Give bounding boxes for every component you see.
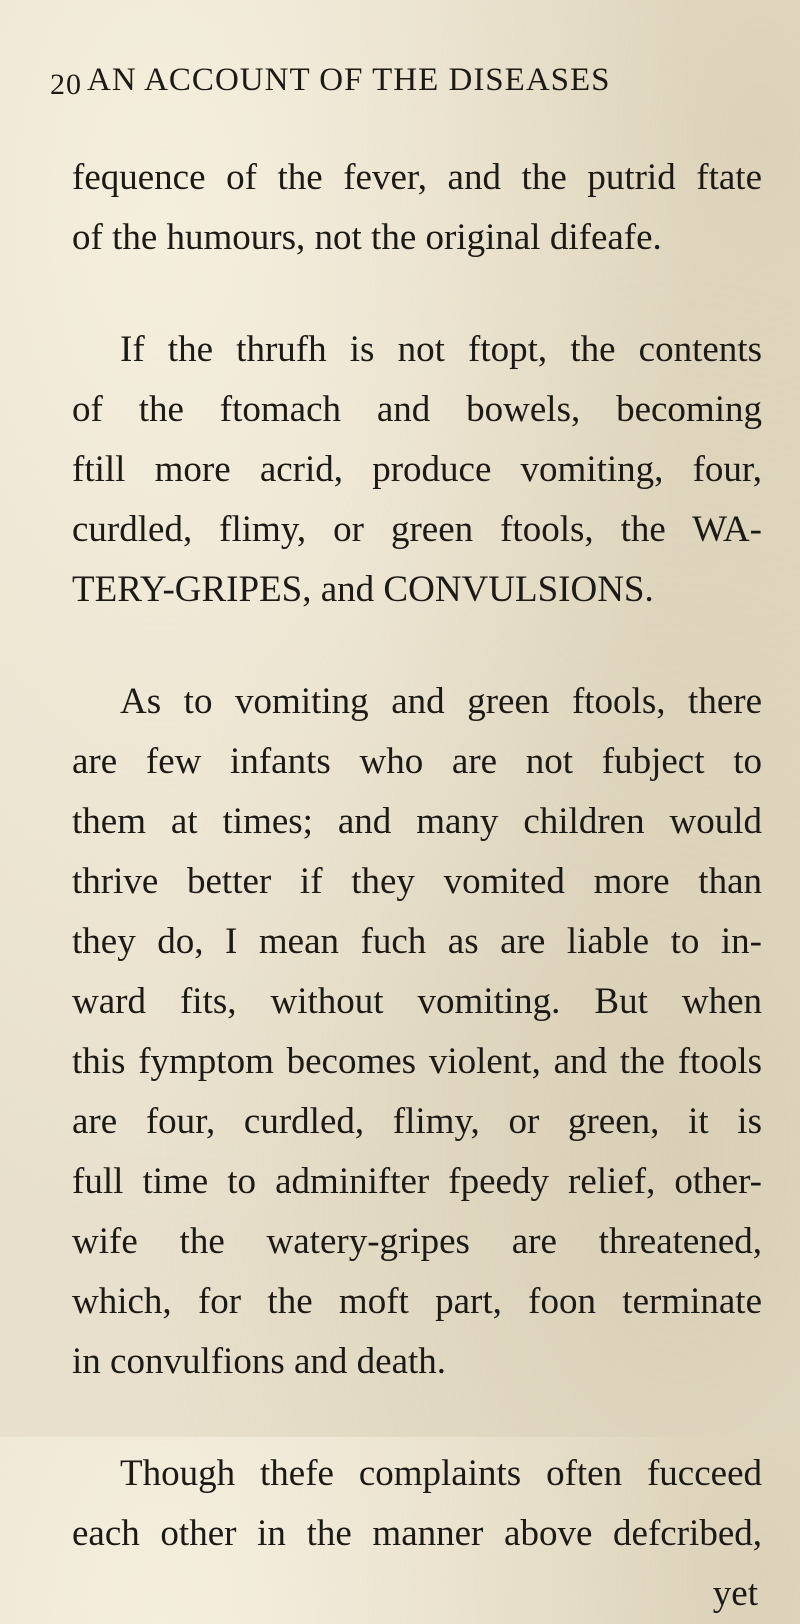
text-line: they do, I mean fuch as are liable to in-	[72, 921, 762, 962]
body-text	[72, 148, 762, 1624]
text-line: each other in the manner above defcribed,	[72, 1513, 762, 1554]
text-line: If the thrufh is not ftopt, the contents	[120, 329, 762, 370]
running-head	[50, 62, 750, 112]
text-line: thrive better if they vomited more than	[72, 861, 762, 902]
paragraph-1	[72, 148, 762, 268]
text-line: are four, curdled, flimy, or green, it is	[72, 1101, 762, 1142]
text-line: full time to adminifter fpeedy relief, other-	[72, 1161, 762, 1202]
paragraph-gap	[72, 1392, 762, 1444]
text-line: wife the watery-gripes are threatened,	[72, 1221, 762, 1262]
paragraph-gap	[72, 620, 762, 672]
text-line: ward fits, without vomiting. But when	[72, 981, 762, 1022]
text-line: of the humours, not the original difeafe.	[72, 217, 662, 258]
text-line: As to vomiting and green ftools, there	[120, 681, 762, 722]
text-line: curdled, flimy, or green ftools, the WA-	[72, 509, 762, 550]
text-line: this fymptom becomes violent, and the ftools	[72, 1041, 762, 1082]
text-line: ftill more acrid, produce vomiting, four,	[72, 449, 762, 490]
text-line: are few infants who are not fubject to	[72, 741, 762, 782]
paragraph-gap	[72, 268, 762, 320]
text-line: fequence of the fever, and the putrid ftate	[72, 157, 762, 198]
paragraph-3	[72, 672, 762, 1392]
paragraph-2	[72, 320, 762, 620]
text-line: them at times; and many children would	[72, 801, 762, 842]
page-number: 20	[50, 68, 82, 101]
text-line: of the ftomach and bowels, becoming	[72, 389, 762, 430]
text-line: in convulfions and death.	[72, 1341, 447, 1382]
text-line: TERY-GRIPES, and CONVULSIONS.	[72, 569, 654, 610]
text-line: Though thefe complaints often fucceed	[120, 1453, 762, 1494]
text-line: which, for the moft part, foon terminate	[72, 1281, 762, 1322]
running-title: AN ACCOUNT OF THE DISEASES	[87, 62, 611, 98]
catchword: yet	[712, 1573, 758, 1614]
paragraph-4	[72, 1444, 762, 1564]
